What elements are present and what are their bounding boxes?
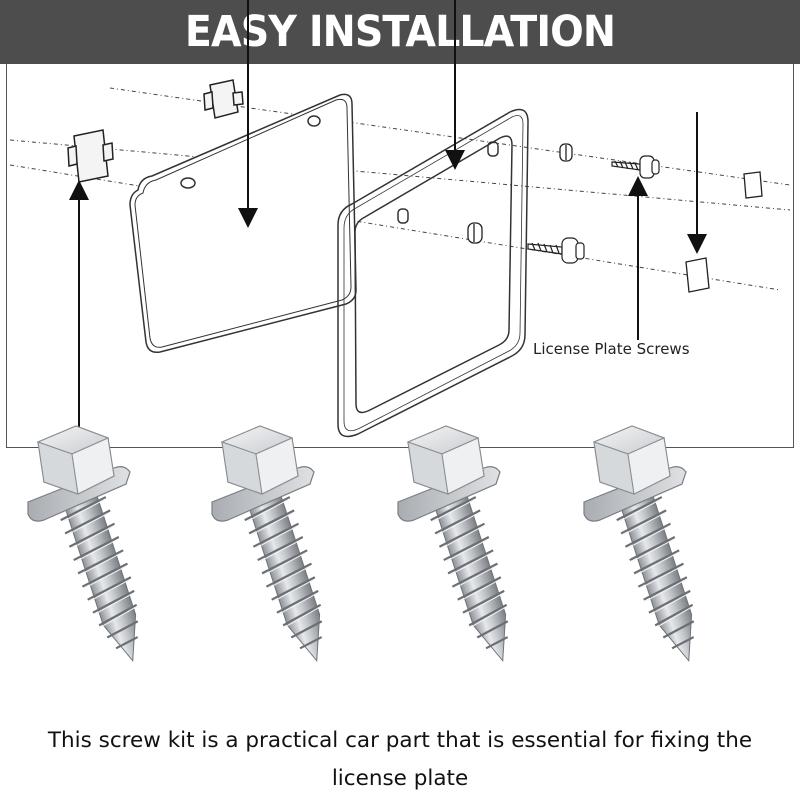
page-title: EASY INSTALLATION (184, 7, 616, 57)
license-plate-frame (338, 110, 528, 437)
license-plate (130, 94, 356, 352)
screw-4 (584, 426, 713, 668)
screw-3 (398, 426, 527, 668)
washer (468, 144, 572, 243)
callout-label: License Plate Screws (533, 340, 690, 358)
screw-product-row (0, 400, 800, 700)
nut-clip (68, 130, 113, 182)
caption-text: This screw kit is a practical car part that is essential for fixing the license plate (47, 728, 753, 791)
alignment-lines (10, 88, 790, 290)
screw-1 (28, 426, 157, 668)
nut-clip (204, 80, 243, 118)
screw (528, 156, 659, 263)
screw-2 (212, 426, 341, 668)
